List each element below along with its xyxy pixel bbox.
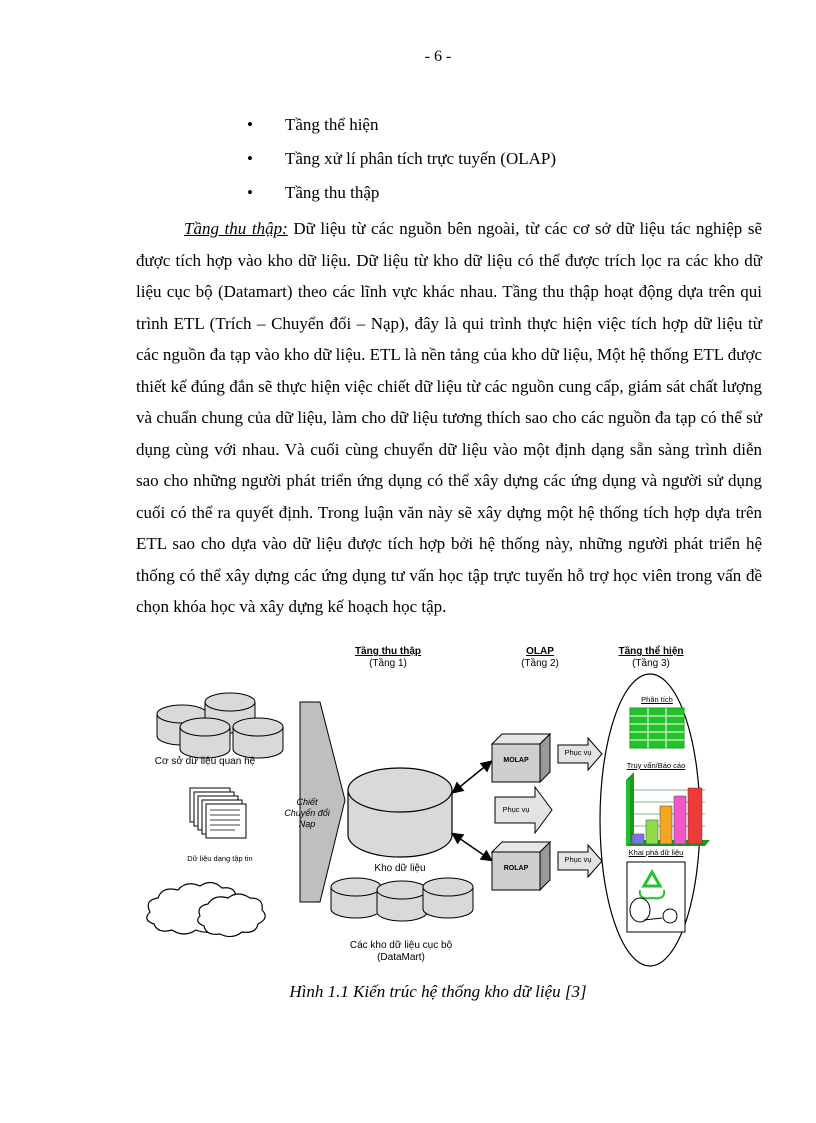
etl-label-transform: Chuyển đổi xyxy=(284,808,330,818)
layer-list xyxy=(245,113,556,215)
page-number: - 6 - xyxy=(424,48,452,65)
list-item: • Tầng thể hiện xyxy=(245,113,556,147)
paragraph-lead: Tầng thu thập: xyxy=(184,219,288,238)
cloud-icon xyxy=(147,882,265,936)
relational-db-icon xyxy=(157,693,283,758)
relational-db-label: Cơ sở dữ liệu quan hệ xyxy=(154,756,256,767)
data-mining-icon xyxy=(627,862,685,932)
molap-label: MOLAP xyxy=(503,757,529,764)
query-report-label: Truy vấn/Báo cáo xyxy=(626,761,686,770)
analysis-grid-icon xyxy=(630,708,684,748)
rolap-label: ROLAP xyxy=(503,865,529,872)
list-item: • Tầng xử lí phân tích trực tuyến (OLAP) xyxy=(245,147,556,181)
layer1-subtitle: (Tầng 1) xyxy=(369,658,407,669)
architecture-figure xyxy=(130,640,730,970)
analysis-label: Phân tích xyxy=(641,695,673,704)
datamart-sublabel: (DataMart) xyxy=(377,952,425,963)
serve-label-bottom: Phục vụ xyxy=(564,855,592,864)
serve-label-top: Phục vụ xyxy=(564,748,592,757)
layer3-subtitle: (Tầng 3) xyxy=(632,658,670,669)
datamart-icon xyxy=(331,878,473,921)
file-documents-icon xyxy=(190,788,246,838)
datamart-label: Các kho dữ liệu cục bộ xyxy=(349,940,453,951)
bullet-icon: • xyxy=(247,149,253,168)
etl-label-load: Nạp xyxy=(298,819,316,829)
layer3-title: Tầng thể hiện xyxy=(618,646,684,657)
bullet-icon: • xyxy=(247,183,253,202)
serve-label-middle: Phục vụ xyxy=(502,805,530,814)
warehouse-icon xyxy=(348,768,452,857)
layer2-subtitle: (Tầng 2) xyxy=(521,658,559,669)
list-item: • Tầng thu thập xyxy=(245,181,556,215)
layer2-title: OLAP xyxy=(526,646,554,657)
data-mining-label: Khai phá dữ liệu xyxy=(628,848,684,857)
figure-caption: Hình 1.1 Kiến trúc hệ thống kho dữ liệu [3] xyxy=(289,982,587,1001)
paragraph-body: Dữ liệu từ các nguồn bên ngoài, từ các cơ sở dữ liệu tác nghiệp sẽ được tích hợp vào kho dữ liệu. Dữ liệu từ kho dữ liệu có thể được trích lọc ra các kho dữ liệu cục bộ (Datamart) theo các lĩnh vực khác nhau. Tầng thu thập hoạt động dựa trên qui trình ETL (Trích – Chuyển đổi – Nạp), đây là qui trình thực hiện việc tích hợp dữ liệu từ các nguồn đa tạp vào kho dữ liệu. ETL là nền tảng của kho dữ liệu, Một hệ thống ETL được thiết kế đúng đắn sẽ thực hiện việc chiết dữ liệu từ các nguồn cung cấp, giám sát chất lượng và chuẩn chung của dữ liệu, làm cho dữ liệu tương thích sao cho các nguồn đa tạp có thể sử dụng cùng với nhau. Và cuối cùng chuyển dữ liệu vào một định dạng sẵn sàng trình diễn sao cho những người phát triển ứng dụng có thể xây dựng các ứng dụng và người sử dụng cuối có thể ra quyết định. Trong luận văn này sẽ xây dựng một hệ thống tích hợp dựa trên ETL sao cho dựa vào dữ liệu được tích hợp bởi hệ thống này, những người phát triển hệ thống có thể xây dựng các ứng dụng tư vấn học tập trực tuyến hỗ trợ học viên trong vấn đề chọn khóa học và xây dựng kế hoạch học tập. xyxy=(136,219,762,616)
layer1-title: Tầng thu thập xyxy=(354,646,422,657)
bullet-icon: • xyxy=(247,115,253,134)
warehouse-label: Kho dữ liệu xyxy=(374,863,426,874)
body-paragraph xyxy=(136,213,762,623)
etl-label-extract: Chiết xyxy=(296,797,318,807)
architecture-diagram xyxy=(130,640,730,970)
file-data-label: Dữ liệu dạng tập tin xyxy=(187,854,253,863)
